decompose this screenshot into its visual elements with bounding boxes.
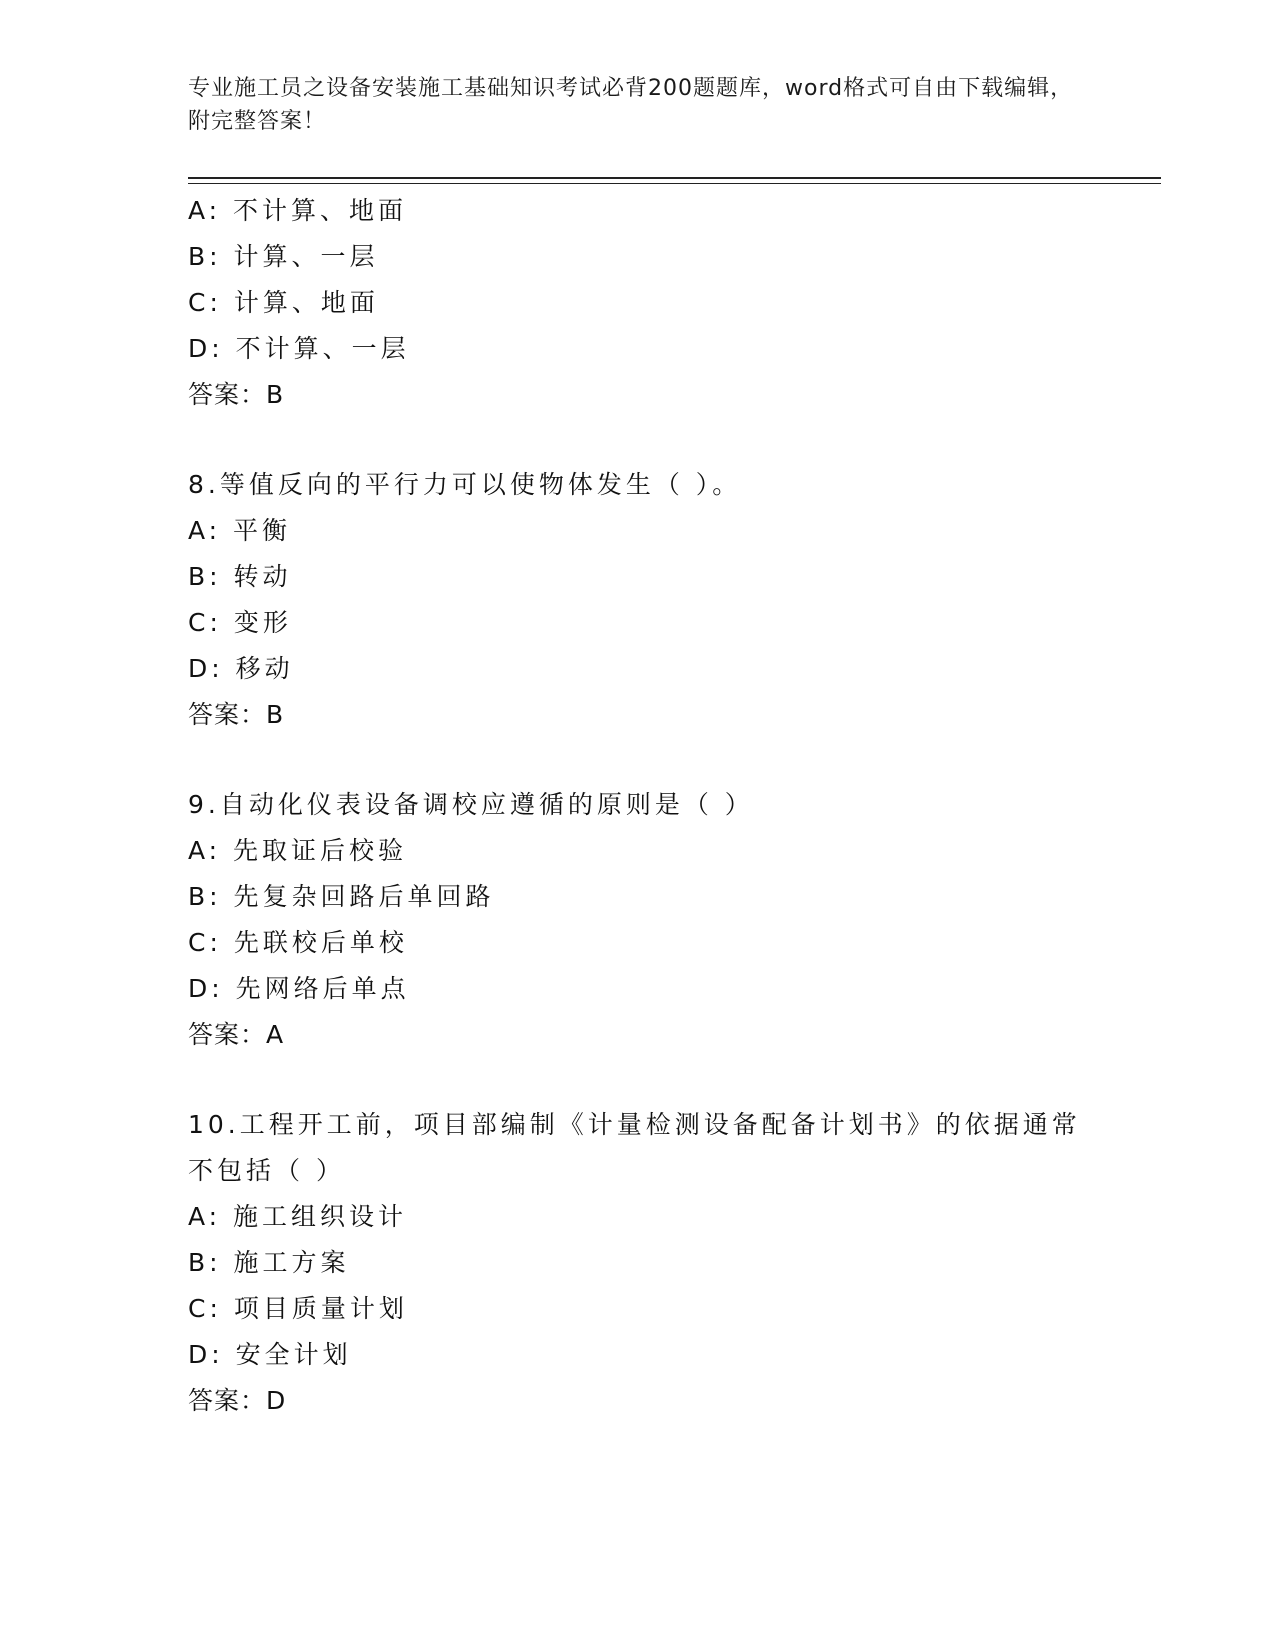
document-header: 专业施工员之设备安装施工基础知识考试必背200题题库，word格式可自由下载编辑，附完整答案！ bbox=[188, 76, 1074, 134]
option-a: A: 先取证后校验 bbox=[188, 836, 408, 865]
header-divider-thick bbox=[188, 177, 1161, 179]
option-d: D: 安全计划 bbox=[188, 1340, 352, 1369]
spacer bbox=[188, 738, 1138, 782]
option-d: D: 移动 bbox=[188, 654, 294, 683]
option-a: A: 平衡 bbox=[188, 516, 292, 545]
option-d: D: 不计算、一层 bbox=[188, 334, 410, 363]
question-10 bbox=[188, 1102, 1138, 1424]
answer-line: 答案：D bbox=[188, 1386, 287, 1415]
spacer bbox=[188, 418, 1138, 462]
answer-line: 答案：B bbox=[188, 700, 285, 729]
option-b: B: 转动 bbox=[188, 562, 292, 591]
question-9 bbox=[188, 782, 1138, 1058]
spacer bbox=[188, 1058, 1138, 1102]
option-c: C: 变形 bbox=[188, 608, 292, 637]
option-a: A: 施工组织设计 bbox=[188, 1202, 408, 1231]
header-divider-thin bbox=[188, 183, 1161, 184]
question-text: 9.自动化仪表设备调校应遵循的原则是（ ） bbox=[188, 790, 754, 819]
option-b: B: 先复杂回路后单回路 bbox=[188, 882, 495, 911]
question-8 bbox=[188, 462, 1138, 738]
option-d: D: 先网络后单点 bbox=[188, 974, 410, 1003]
question-text: 10.工程开工前，项目部编制《计量检测设备配备计划书》的依据通常不包括（ ） bbox=[188, 1110, 1081, 1185]
option-c: C: 先联校后单校 bbox=[188, 928, 408, 957]
option-c: C: 项目质量计划 bbox=[188, 1294, 408, 1323]
question-text: 8.等值反向的平行力可以使物体发生（ ）。 bbox=[188, 470, 742, 499]
answer-line: 答案：B bbox=[188, 380, 285, 409]
answer-line: 答案：A bbox=[188, 1020, 285, 1049]
option-b: B: 施工方案 bbox=[188, 1248, 350, 1277]
option-b: B: 计算、一层 bbox=[188, 242, 379, 271]
option-c: C: 计算、地面 bbox=[188, 288, 379, 317]
question-7 bbox=[188, 188, 1138, 418]
question-list bbox=[188, 188, 1138, 1424]
option-a: A: 不计算、地面 bbox=[188, 196, 408, 225]
